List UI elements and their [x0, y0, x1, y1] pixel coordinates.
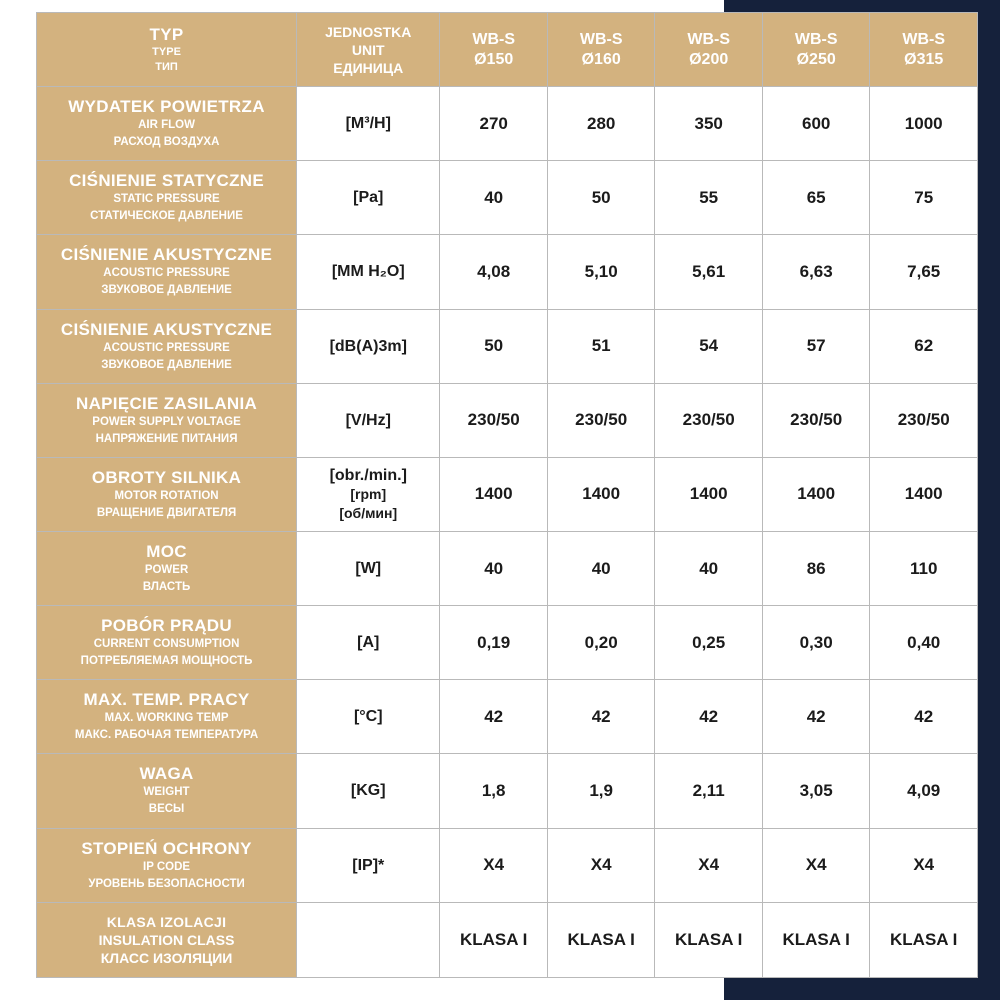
- value-cell: 1400: [762, 457, 870, 531]
- param-name-en: ACOUSTIC PRESSURE: [103, 341, 230, 354]
- value-cell: 230/50: [870, 383, 978, 457]
- value-cell: 270: [440, 87, 548, 161]
- value-cell: 62: [870, 309, 978, 383]
- value-cell: 350: [655, 87, 763, 161]
- value-cell: X4: [762, 828, 870, 902]
- param-name-pl: MAX. TEMP. PRACY: [83, 690, 250, 710]
- unit-label: [W]: [355, 560, 382, 578]
- value-cell: 5,10: [547, 235, 655, 309]
- value-cell: KLASA I: [547, 902, 655, 977]
- param-name-pl: STOPIEŃ OCHRONY: [81, 838, 252, 858]
- param-name-en: AIR FLOW: [138, 119, 195, 132]
- param-name-pl: CIŚNIENIE STATYCZNE: [69, 171, 264, 191]
- value-cell: 42: [655, 680, 763, 754]
- table-row: [37, 383, 978, 457]
- value-cell: 51: [547, 309, 655, 383]
- unit-label: [IP]*: [352, 856, 385, 874]
- unit-label: [KG]: [350, 782, 386, 800]
- value-cell: X4: [547, 828, 655, 902]
- header-type-ru: ТИП: [155, 61, 178, 74]
- model-diameter: Ø150: [474, 50, 514, 68]
- unit-label: [об/мин]: [339, 504, 398, 521]
- header-unit-ru: ЕДИНИЦА: [333, 59, 404, 76]
- model-series: WB-S: [794, 30, 838, 48]
- parameter-name-cell: [37, 383, 297, 457]
- value-cell: 1400: [655, 457, 763, 531]
- param-name-ru: ЗВУКОВОЕ ДАВЛЕНИЕ: [101, 358, 232, 371]
- value-cell: KLASA I: [870, 902, 978, 977]
- value-cell: 57: [762, 309, 870, 383]
- table-row: [37, 606, 978, 680]
- unit-cell: [297, 87, 440, 161]
- parameter-name-cell: [37, 457, 297, 531]
- unit-cell: [297, 606, 440, 680]
- unit-label: [dB(A)3m]: [329, 337, 407, 355]
- value-cell: X4: [440, 828, 548, 902]
- unit-cell: [297, 754, 440, 828]
- value-cell: 230/50: [762, 383, 870, 457]
- model-diameter: Ø315: [904, 50, 944, 68]
- unit-cell: [297, 161, 440, 235]
- unit-cell: [297, 680, 440, 754]
- table-row: [37, 531, 978, 605]
- table-row: [37, 309, 978, 383]
- value-cell: 6,63: [762, 235, 870, 309]
- header-unit-cell: [297, 13, 440, 87]
- value-cell: X4: [870, 828, 978, 902]
- parameter-name-cell: [37, 680, 297, 754]
- table-row: [37, 161, 978, 235]
- parameter-name-cell: [37, 309, 297, 383]
- param-name-ru: УРОВЕНЬ БЕЗОПАСНОСТИ: [88, 877, 245, 890]
- header-unit-pl: JEDNOSTKA: [325, 23, 412, 40]
- param-name-ru: ВЕСЫ: [148, 803, 185, 816]
- header-type-en: TYPE: [152, 46, 181, 59]
- value-cell: 7,65: [870, 235, 978, 309]
- table-row: [37, 828, 978, 902]
- param-name-ru: РАСХОД ВОЗДУХА: [113, 136, 220, 149]
- unit-cell: [297, 531, 440, 605]
- header-model-cell: [547, 13, 655, 87]
- param-name-en: MAX. WORKING TEMP: [104, 712, 229, 725]
- parameter-name-cell: [37, 606, 297, 680]
- unit-cell: [297, 309, 440, 383]
- param-name-pl: WYDATEK POWIETRZA: [68, 97, 265, 117]
- param-name-pl: POBÓR PRĄDU: [101, 616, 232, 636]
- unit-label: [V/Hz]: [345, 411, 391, 429]
- value-cell: 65: [762, 161, 870, 235]
- param-name-pl: NAPIĘCIE ZASILANIA: [76, 393, 258, 413]
- table-row: [37, 754, 978, 828]
- param-name-pl: CIŚNIENIE AKUSTYCZNE: [60, 319, 273, 339]
- model-series: WB-S: [687, 30, 730, 48]
- table-row: [37, 87, 978, 161]
- param-name-ru: МАКС. РАБОЧАЯ ТЕМПЕРАТУРА: [74, 729, 259, 742]
- value-cell: 55: [655, 161, 763, 235]
- table-row: [37, 235, 978, 309]
- value-cell: 50: [440, 309, 548, 383]
- param-name-pl: MOC: [146, 542, 187, 562]
- table-row: [37, 457, 978, 531]
- unit-cell: [297, 457, 440, 531]
- value-cell: 75: [870, 161, 978, 235]
- table-row: [37, 902, 978, 977]
- param-name-ru: СТАТИЧЕСКОЕ ДАВЛЕНИЕ: [90, 210, 243, 223]
- value-cell: 1400: [870, 457, 978, 531]
- value-cell: 1400: [547, 457, 655, 531]
- param-name-en: IP CODE: [143, 860, 191, 873]
- value-cell: KLASA I: [440, 902, 548, 977]
- parameter-name-cell: [37, 531, 297, 605]
- param-name-pl: CIŚNIENIE AKUSTYCZNE: [60, 245, 273, 265]
- unit-label: [°C]: [353, 708, 383, 726]
- model-series: WB-S: [579, 30, 623, 48]
- unit-label: [obr./min.]: [329, 466, 407, 484]
- param-name-en: POWER SUPPLY VOLTAGE: [92, 415, 241, 428]
- parameter-name-cell: [37, 828, 297, 902]
- value-cell: 50: [547, 161, 655, 235]
- value-cell: 0,30: [762, 606, 870, 680]
- param-name-pl: OBROTY SILNIKA: [91, 467, 242, 487]
- param-name-en: POWER: [144, 564, 189, 577]
- header-type-pl: TYP: [149, 25, 184, 45]
- value-cell: KLASA I: [655, 902, 763, 977]
- value-cell: 4,08: [440, 235, 548, 309]
- model-diameter: Ø250: [796, 50, 836, 68]
- value-cell: 0,19: [440, 606, 548, 680]
- value-cell: 110: [870, 531, 978, 605]
- parameter-name-cell: [37, 235, 297, 309]
- model-diameter: Ø200: [689, 50, 729, 68]
- header-unit-en: UNIT: [351, 41, 385, 58]
- param-name-ru: ВЛАСТЬ: [142, 581, 191, 594]
- param-name-pl: WAGA: [139, 764, 194, 784]
- value-cell: 42: [870, 680, 978, 754]
- model-series: WB-S: [472, 30, 515, 48]
- value-cell: X4: [655, 828, 763, 902]
- value-cell: 0,20: [547, 606, 655, 680]
- model-diameter: Ø160: [581, 50, 621, 68]
- unit-label: [rpm]: [350, 485, 387, 502]
- spec-table: [36, 12, 978, 978]
- parameter-name-cell: [37, 161, 297, 235]
- value-cell: 1400: [440, 457, 548, 531]
- param-name-ru: ЗВУКОВОЕ ДАВЛЕНИЕ: [101, 284, 232, 297]
- param-name-en: CURRENT CONSUMPTION: [93, 638, 240, 651]
- unit-cell: [297, 902, 440, 977]
- parameter-name-cell: [37, 754, 297, 828]
- parameter-name-cell: [37, 87, 297, 161]
- param-name-en: INSULATION CLASS: [98, 931, 235, 948]
- value-cell: 86: [762, 531, 870, 605]
- header-model-cell: [440, 13, 548, 87]
- unit-cell: [297, 383, 440, 457]
- param-name-ru: ПОТРЕБЛЯЕМАЯ МОЩНОСТЬ: [80, 655, 253, 668]
- header-type-cell: [37, 13, 297, 87]
- parameter-name-cell: [37, 902, 297, 977]
- value-cell: 280: [547, 87, 655, 161]
- value-cell: 1000: [870, 87, 978, 161]
- value-cell: 40: [440, 161, 548, 235]
- header-model-cell: [870, 13, 978, 87]
- value-cell: 230/50: [547, 383, 655, 457]
- unit-cell: [297, 235, 440, 309]
- header-model-cell: [655, 13, 763, 87]
- value-cell: 1,8: [440, 754, 548, 828]
- value-cell: 40: [547, 531, 655, 605]
- param-name-en: ACOUSTIC PRESSURE: [103, 267, 230, 280]
- value-cell: 600: [762, 87, 870, 161]
- value-cell: KLASA I: [762, 902, 870, 977]
- value-cell: 2,11: [655, 754, 763, 828]
- table-row: [37, 680, 978, 754]
- value-cell: 5,61: [655, 235, 763, 309]
- unit-label: [M³/H]: [345, 115, 391, 133]
- value-cell: 40: [655, 531, 763, 605]
- param-name-ru: КЛАСС ИЗОЛЯЦИИ: [100, 949, 233, 966]
- header-model-cell: [762, 13, 870, 87]
- param-name-pl: KLASA IZOLACJI: [106, 913, 227, 930]
- value-cell: 3,05: [762, 754, 870, 828]
- param-name-en: STATIC PRESSURE: [113, 193, 220, 206]
- value-cell: 42: [440, 680, 548, 754]
- unit-cell: [297, 828, 440, 902]
- value-cell: 42: [762, 680, 870, 754]
- value-cell: 4,09: [870, 754, 978, 828]
- param-name-en: WEIGHT: [143, 786, 190, 799]
- model-series: WB-S: [902, 30, 946, 48]
- unit-label: [A]: [357, 634, 380, 652]
- value-cell: 40: [440, 531, 548, 605]
- unit-label: [MM H₂O]: [331, 263, 405, 281]
- value-cell: 54: [655, 309, 763, 383]
- value-cell: 42: [547, 680, 655, 754]
- param-name-ru: НАПРЯЖЕНИЕ ПИТАНИЯ: [95, 432, 238, 445]
- param-name-en: MOTOR ROTATION: [114, 489, 219, 502]
- header-row: [37, 13, 978, 87]
- unit-label: [Pa]: [353, 189, 384, 207]
- param-name-ru: ВРАЩЕНИЕ ДВИГАТЕЛЯ: [96, 506, 237, 519]
- value-cell: 0,40: [870, 606, 978, 680]
- value-cell: 230/50: [655, 383, 763, 457]
- value-cell: 0,25: [655, 606, 763, 680]
- value-cell: 230/50: [440, 383, 548, 457]
- value-cell: 1,9: [547, 754, 655, 828]
